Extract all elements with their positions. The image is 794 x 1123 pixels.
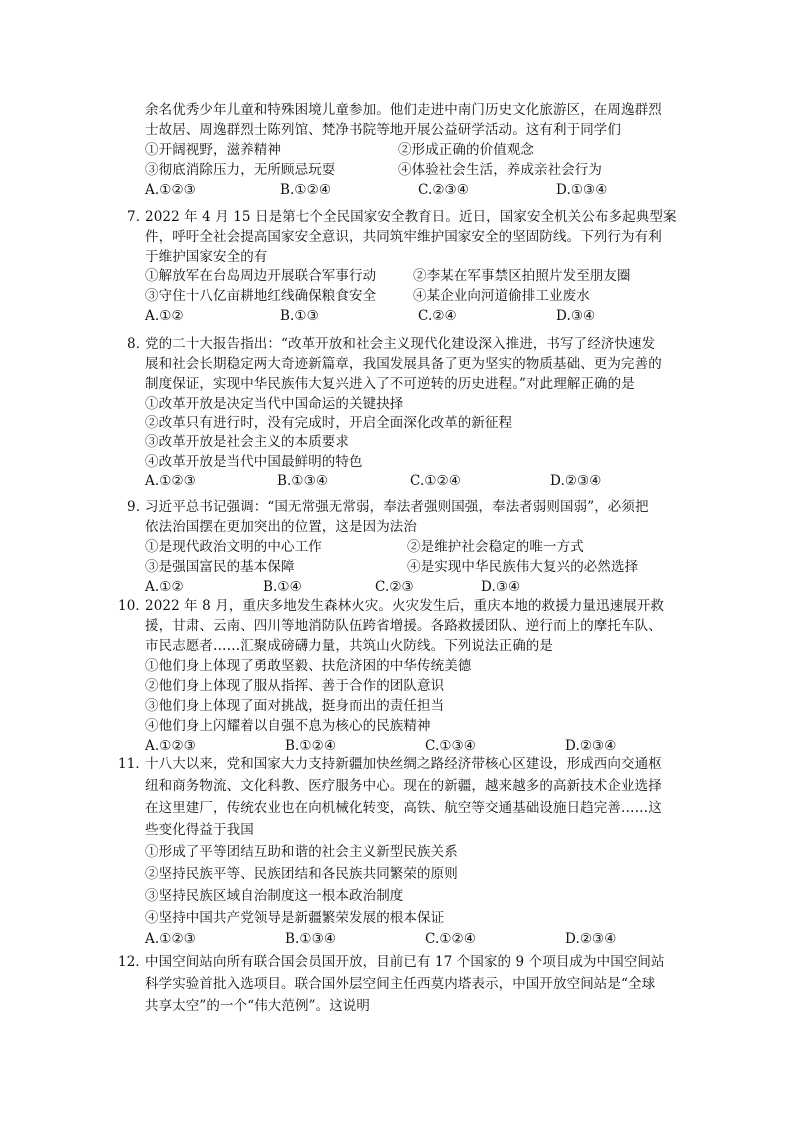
q8-line-3: 制度保证，实现中华民族伟大复兴进入了不可逆转的历史进程。”对此理解正确的是 xyxy=(145,376,635,392)
choice-c: C.①③④ xyxy=(425,738,476,754)
q8-line-2: 展和社会长期稳定两大奇迹新篇章，我国发展具备了更为坚实的物质基础、更为完善的 xyxy=(145,356,662,372)
choice-d: D.③④ xyxy=(481,579,521,595)
q7-option-2: ②李某在军事禁区拍照片发至朋友圈 xyxy=(413,268,631,284)
q11-line-4: 些变化得益于我国 xyxy=(145,822,254,838)
choice-d: D.②③④ xyxy=(550,473,602,489)
q8-option-2: ②改革只有进行时，没有完成时，开启全面深化改革的新征程 xyxy=(145,415,513,431)
q11-line-3: 在这里建厂，传统农业也在向机械化转变，高铁、航空等交通基础设施日趋完善……这 xyxy=(145,800,662,816)
intro-option-1: ①开阔视野，滋养精神 xyxy=(145,142,281,158)
choice-b: B.①③④ xyxy=(277,473,329,489)
q9-line-2: 依法治国摆在更加突出的位置，这是因为法治 xyxy=(145,519,417,535)
q11-option-1: ①形成了平等团结互助和谐的社会主义新型民族关系 xyxy=(145,844,458,860)
choice-d: D.②③④ xyxy=(565,738,617,754)
choice-a: A.①②③ xyxy=(145,473,196,489)
q7-option-4: ④某企业向河道偷排工业废水 xyxy=(413,288,590,304)
q9-option-2: ②是维护社会稳定的唯一方式 xyxy=(407,539,584,555)
choice-c: C.①②④ xyxy=(410,473,461,489)
q9-option-4: ④是实现中华民族伟大复兴的必然选择 xyxy=(407,559,639,575)
q11-number: 11． xyxy=(118,756,149,772)
q9-number: 9． xyxy=(127,499,150,515)
q8-line-1 xyxy=(127,334,656,354)
choice-a: A.①②③ xyxy=(145,182,196,198)
q10-line-2: 援，甘肃、云南、四川等地消防队伍跨省增援。各路救援团队、逆行而上的摩托车队、 xyxy=(145,618,662,634)
intro-line-2: 士故居、周逸群烈士陈列馆、梵净书院等地开展公益研学活动。这有利于同学们 xyxy=(145,122,621,138)
q10-option-1: ①他们身上体现了勇敢坚毅、扶危济困的中华传统美德 xyxy=(145,658,472,674)
q10-line-1 xyxy=(118,596,665,616)
choice-b: B.①④ xyxy=(263,579,302,595)
choice-a: A.①②③ xyxy=(145,931,196,947)
choice-b: B.①②④ xyxy=(285,738,337,754)
q11-line-2: 纽和商务物流、文化科教、医疗服务中心。现在的新疆，越来越多的高新技术企业选择 xyxy=(145,778,662,794)
choice-d: D.③④ xyxy=(556,308,596,324)
intro-option-2: ②形成正确的价值观念 xyxy=(398,142,534,158)
choice-a: A.①② xyxy=(145,579,184,595)
q7-option-1: ①解放军在台岛周边开展联合军事行动 xyxy=(145,268,377,284)
q11-option-2: ②坚持民族平等、民族团结和各民族共同繁荣的原则 xyxy=(145,866,458,882)
choice-c: C.①②④ xyxy=(425,931,476,947)
q12-line-1 xyxy=(118,952,665,972)
q12-line-3: 共享太空”的一个“伟大范例”。这说明 xyxy=(145,998,371,1014)
q7-line-3: 于维护国家安全的有 xyxy=(145,249,268,265)
intro-option-4: ④体验社会生活，养成亲社会行为 xyxy=(398,162,602,178)
q10-number: 10． xyxy=(118,598,149,614)
q7-line-1 xyxy=(127,207,677,227)
q12-line-2: 科学实验首批入选项目。联合国外层空间主任西莫内塔表示，中国开放空间站是“全球 xyxy=(145,976,656,992)
q9-line-1 xyxy=(127,497,649,517)
q12-text: 中国空间站向所有联合国会员国开放，目前已有 17 个国家的 9 个项目成为中国空间站 xyxy=(145,954,665,970)
q10-option-2: ②他们身上体现了服从指挥、善于合作的团队意识 xyxy=(145,678,445,694)
q10-line-3: 市民志愿者……汇聚成磅礴力量，共筑山火防线。下列说法正确的是 xyxy=(145,638,553,654)
intro-line-1: 余名优秀少年儿童和特殊困境儿童参加。他们走进中南门历史文化旅游区，在周逸群烈 xyxy=(145,102,662,118)
q10-text: 2022 年 8 月，重庆多地发生森林火灾。火灾发生后，重庆本地的救援力量迅速展开救 xyxy=(145,598,665,614)
q7-line-2: 件，呼吁全社会提高国家安全意识，共同筑牢维护国家安全的坚固防线。下列行为有利 xyxy=(145,229,662,245)
choice-d: D.②③④ xyxy=(565,931,617,947)
q8-option-3: ③改革开放是社会主义的本质要求 xyxy=(145,434,349,450)
q11-text: 十八大以来，党和国家大力支持新疆加快丝绸之路经济带核心区建设，形成西向交通枢 xyxy=(145,756,662,772)
q12-number: 12． xyxy=(118,954,149,970)
q8-option-1: ①改革开放是决定当代中国命运的关键抉择 xyxy=(145,396,404,412)
choice-a: A.①②③ xyxy=(145,738,196,754)
choice-a: A.①② xyxy=(145,308,184,324)
q9-option-1: ①是现代政治文明的中心工作 xyxy=(145,539,322,555)
choice-c: C.②④ xyxy=(418,308,457,324)
q10-option-3: ③他们身上体现了面对挑战，挺身而出的责任担当 xyxy=(145,698,445,714)
choice-b: B.①②④ xyxy=(280,182,332,198)
q9-option-3: ③是强国富民的基本保障 xyxy=(145,559,295,575)
q8-number: 8． xyxy=(127,336,150,352)
intro-option-3: ③彻底消除压力，无所顾忌玩耍 xyxy=(145,162,336,178)
choice-b: B.①③④ xyxy=(285,931,337,947)
choice-c: C.②③④ xyxy=(418,182,469,198)
q7-text: 2022 年 4 月 15 日是第七个全民国家安全教育日。近日，国家安全机关公布多起典型案 xyxy=(145,209,677,225)
q8-text: 党的二十大报告指出：“改革开放和社会主义现代化建设深入推进，书写了经济快速发 xyxy=(145,336,656,352)
q11-line-1 xyxy=(118,754,662,774)
q11-option-3: ③坚持民族区域自治制度这一根本政治制度 xyxy=(145,888,404,904)
q9-text: 习近平总书记强调：“国无常强无常弱，奉法者强则国强，奉法者弱则国弱”，必须把 xyxy=(145,499,649,515)
q8-option-4: ④改革开放是当代中国最鲜明的特色 xyxy=(145,454,363,470)
q10-option-4: ④他们身上闪耀着以自强不息为核心的民族精神 xyxy=(145,718,431,734)
q7-option-3: ③守住十八亿亩耕地红线确保粮食安全 xyxy=(145,288,377,304)
choice-b: B.①③ xyxy=(280,308,319,324)
q11-option-4: ④坚持中国共产党领导是新疆繁荣发展的根本保证 xyxy=(145,910,445,926)
choice-c: C.②③ xyxy=(375,579,414,595)
q7-number: 7． xyxy=(127,209,150,225)
choice-d: D.①③④ xyxy=(556,182,608,198)
